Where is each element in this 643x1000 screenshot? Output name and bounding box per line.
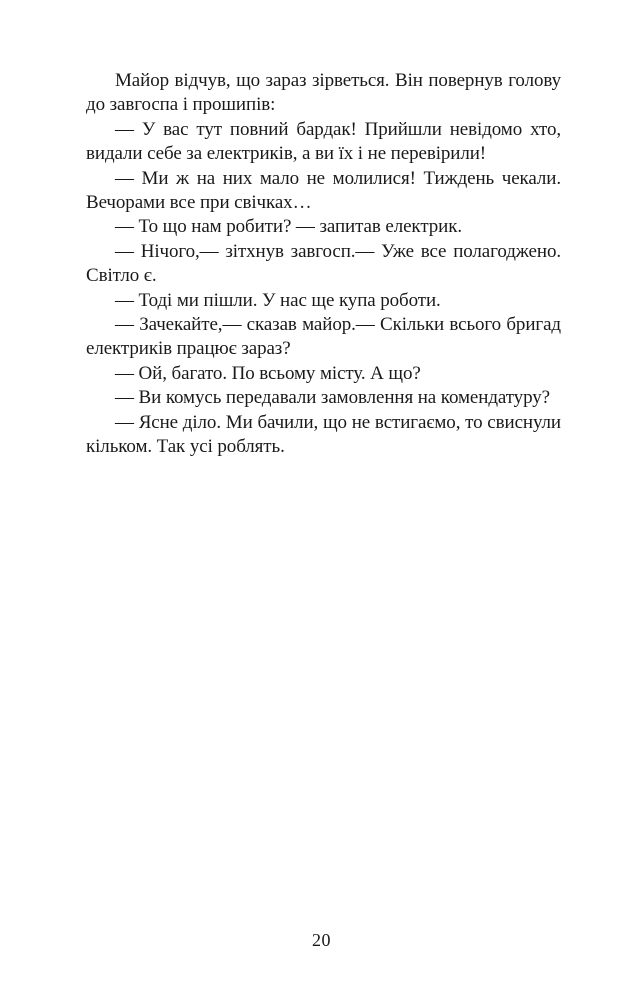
paragraph: — У вас тут повний бардак! Прийшли невідомо хто, видали себе за електриків, а ви їх і не перевірили! xyxy=(86,118,561,165)
page-number: 20 xyxy=(312,930,331,950)
paragraph: — Ви комусь передавали замовлення на комендатуру? xyxy=(115,387,550,409)
paragraph: Майор відчув, що зараз зірветься. Він повернув голову до завгоспа і прошипів: xyxy=(86,70,561,116)
paragraph: — Ой, багато. По всьому місту. А що? xyxy=(115,362,421,384)
paragraph: — Нічого,— зітхнув завгосп.— Уже все полагоджено. Світло є. xyxy=(86,240,561,287)
paragraph: — Ясне діло. Ми бачили, що не встигаємо, то свиснули кільком. Так усі роблять. xyxy=(86,411,561,458)
paragraph: — То що нам робити? — запитав електрик. xyxy=(115,216,462,238)
paragraph: — Ми ж на них мало не молилися! Тиждень чекали. Вечорами все при свічках… xyxy=(86,167,561,214)
paragraph: — Тоді ми пішли. У нас ще купа роботи. xyxy=(115,289,441,311)
paragraph: — Зачекайте,— сказав майор.— Скільки всього бригад електриків працює зараз? xyxy=(86,314,561,360)
page-text-block xyxy=(86,69,561,460)
